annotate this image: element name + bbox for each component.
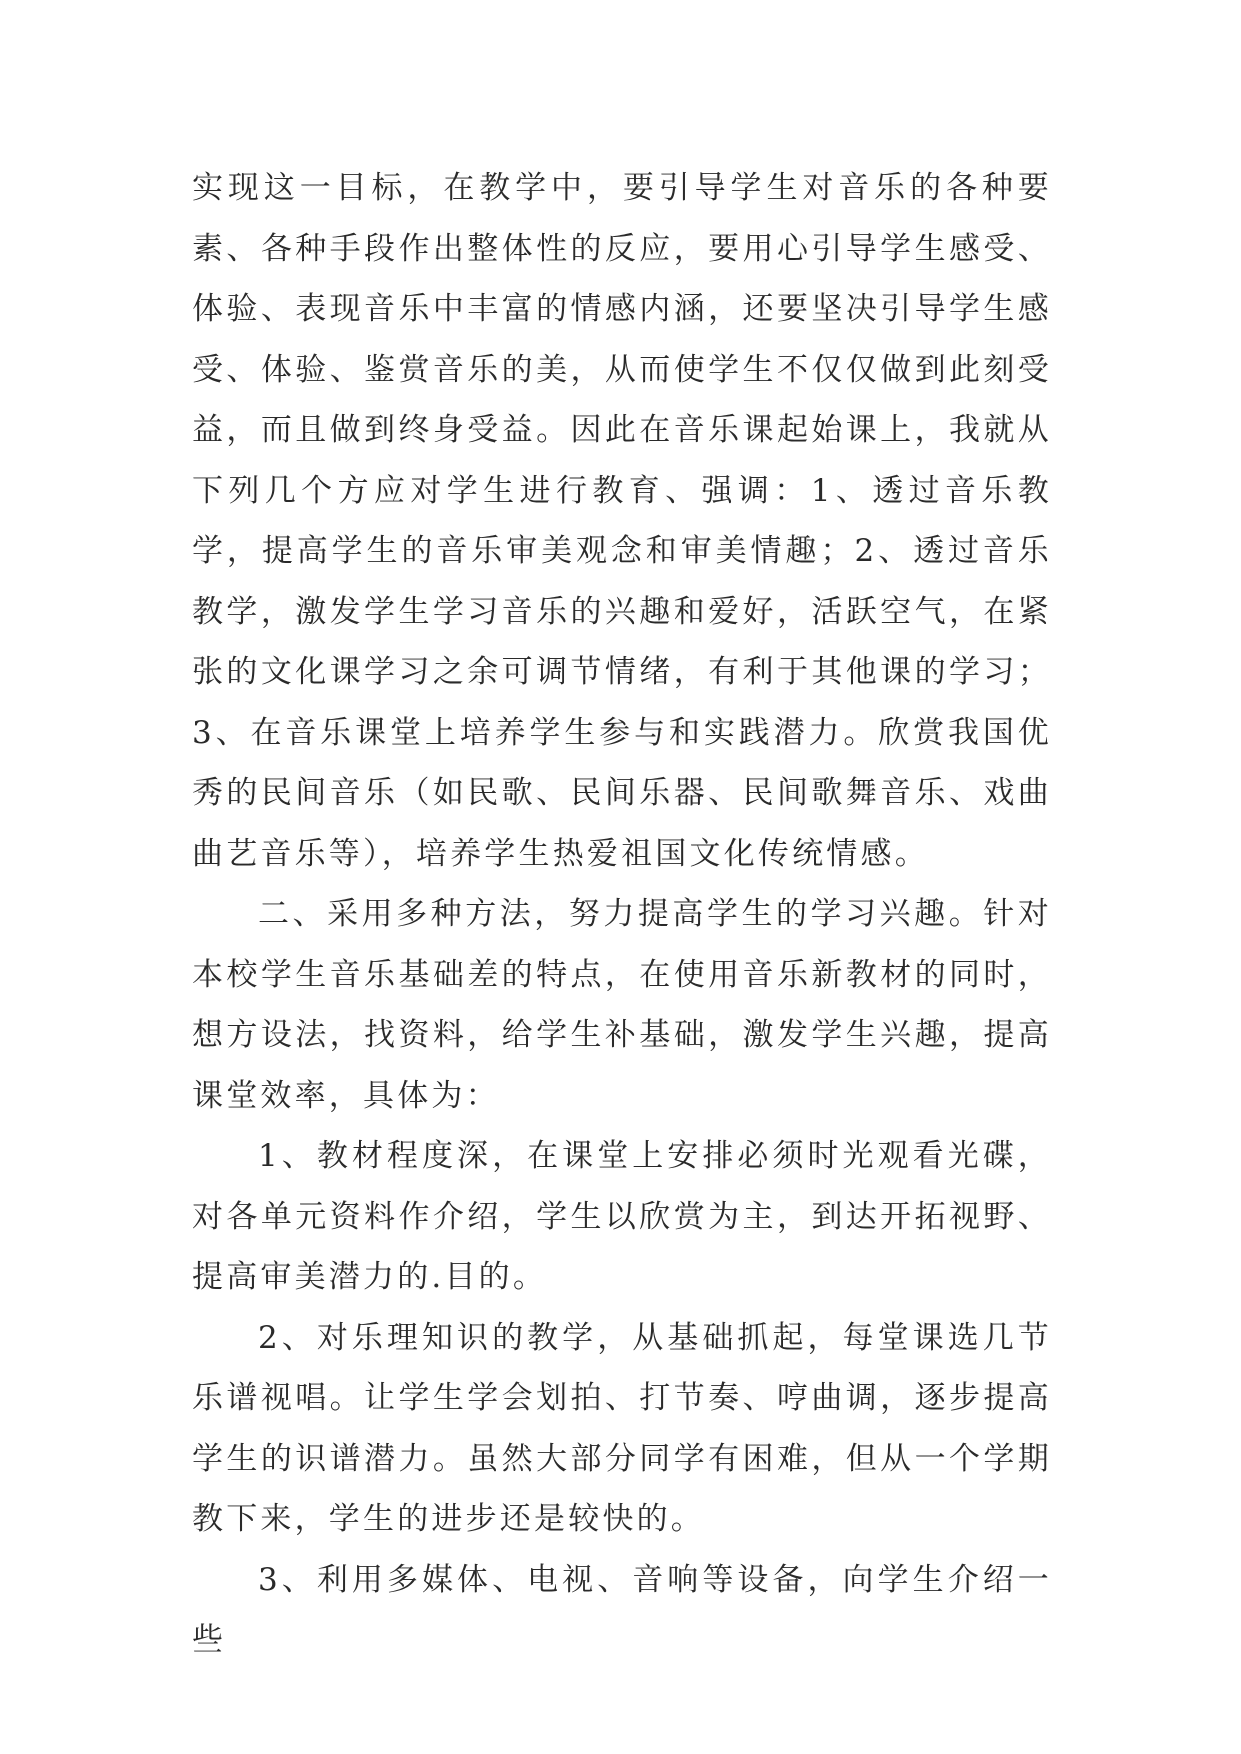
paragraph-item-1: 1、教材程度深，在课堂上安排必须时光观看光碟，对各单元资料作介绍，学生以欣赏为主，到达开拓视野、提高审美潜力的.目的。 [192, 1138, 1052, 1295]
document-body [192, 158, 1052, 1671]
paragraph-item-2: 2、对乐理知识的教学，从基础抓起，每堂课选几节乐谱视唱。让学生学会划拍、打节奏、哼曲调，逐步提高学生的识谱潜力。虽然大部分同学有困难，但从一个学期教下来，学生的进步还是较快的。 [192, 1319, 1052, 1537]
paragraph-goal: 实现这一目标，在教学中，要引导学生对音乐的各种要素、各种手段作出整体性的反应，要用心引导学生感受、体验、表现音乐中丰富的情感内涵，还要坚决引导学生感受、体验、鉴赏音乐的美，从而使学生不仅仅做到此刻受益，而且做到终身受益。因此在音乐课起始课上，我就从下列几个方应对学生进行教育、强调：1、透过音乐教学，提高学生的音乐审美观念和审美情趣；2、透过音乐教学，激发学生学习音乐的兴趣和爱好，活跃空气，在紧张的文化课学习之余可调节情绪，有利于其他课的学习；3、在音乐课堂上培养学生参与和实践潜力。欣赏我国优秀的民间音乐（如民歌、民间乐器、民间歌舞音乐、戏曲曲艺音乐等），培养学生热爱祖国文化传统情感。 [192, 170, 1052, 872]
paragraph-item-3: 3、利用多媒体、电视、音响等设备，向学生介绍一些 [192, 1561, 1052, 1658]
paragraph-methods: 二、采用多种方法，努力提高学生的学习兴趣。针对本校学生音乐基础差的特点，在使用音乐新教材的同时，想方设法，找资料，给学生补基础，激发学生兴趣，提高课堂效率，具体为： [192, 896, 1052, 1114]
